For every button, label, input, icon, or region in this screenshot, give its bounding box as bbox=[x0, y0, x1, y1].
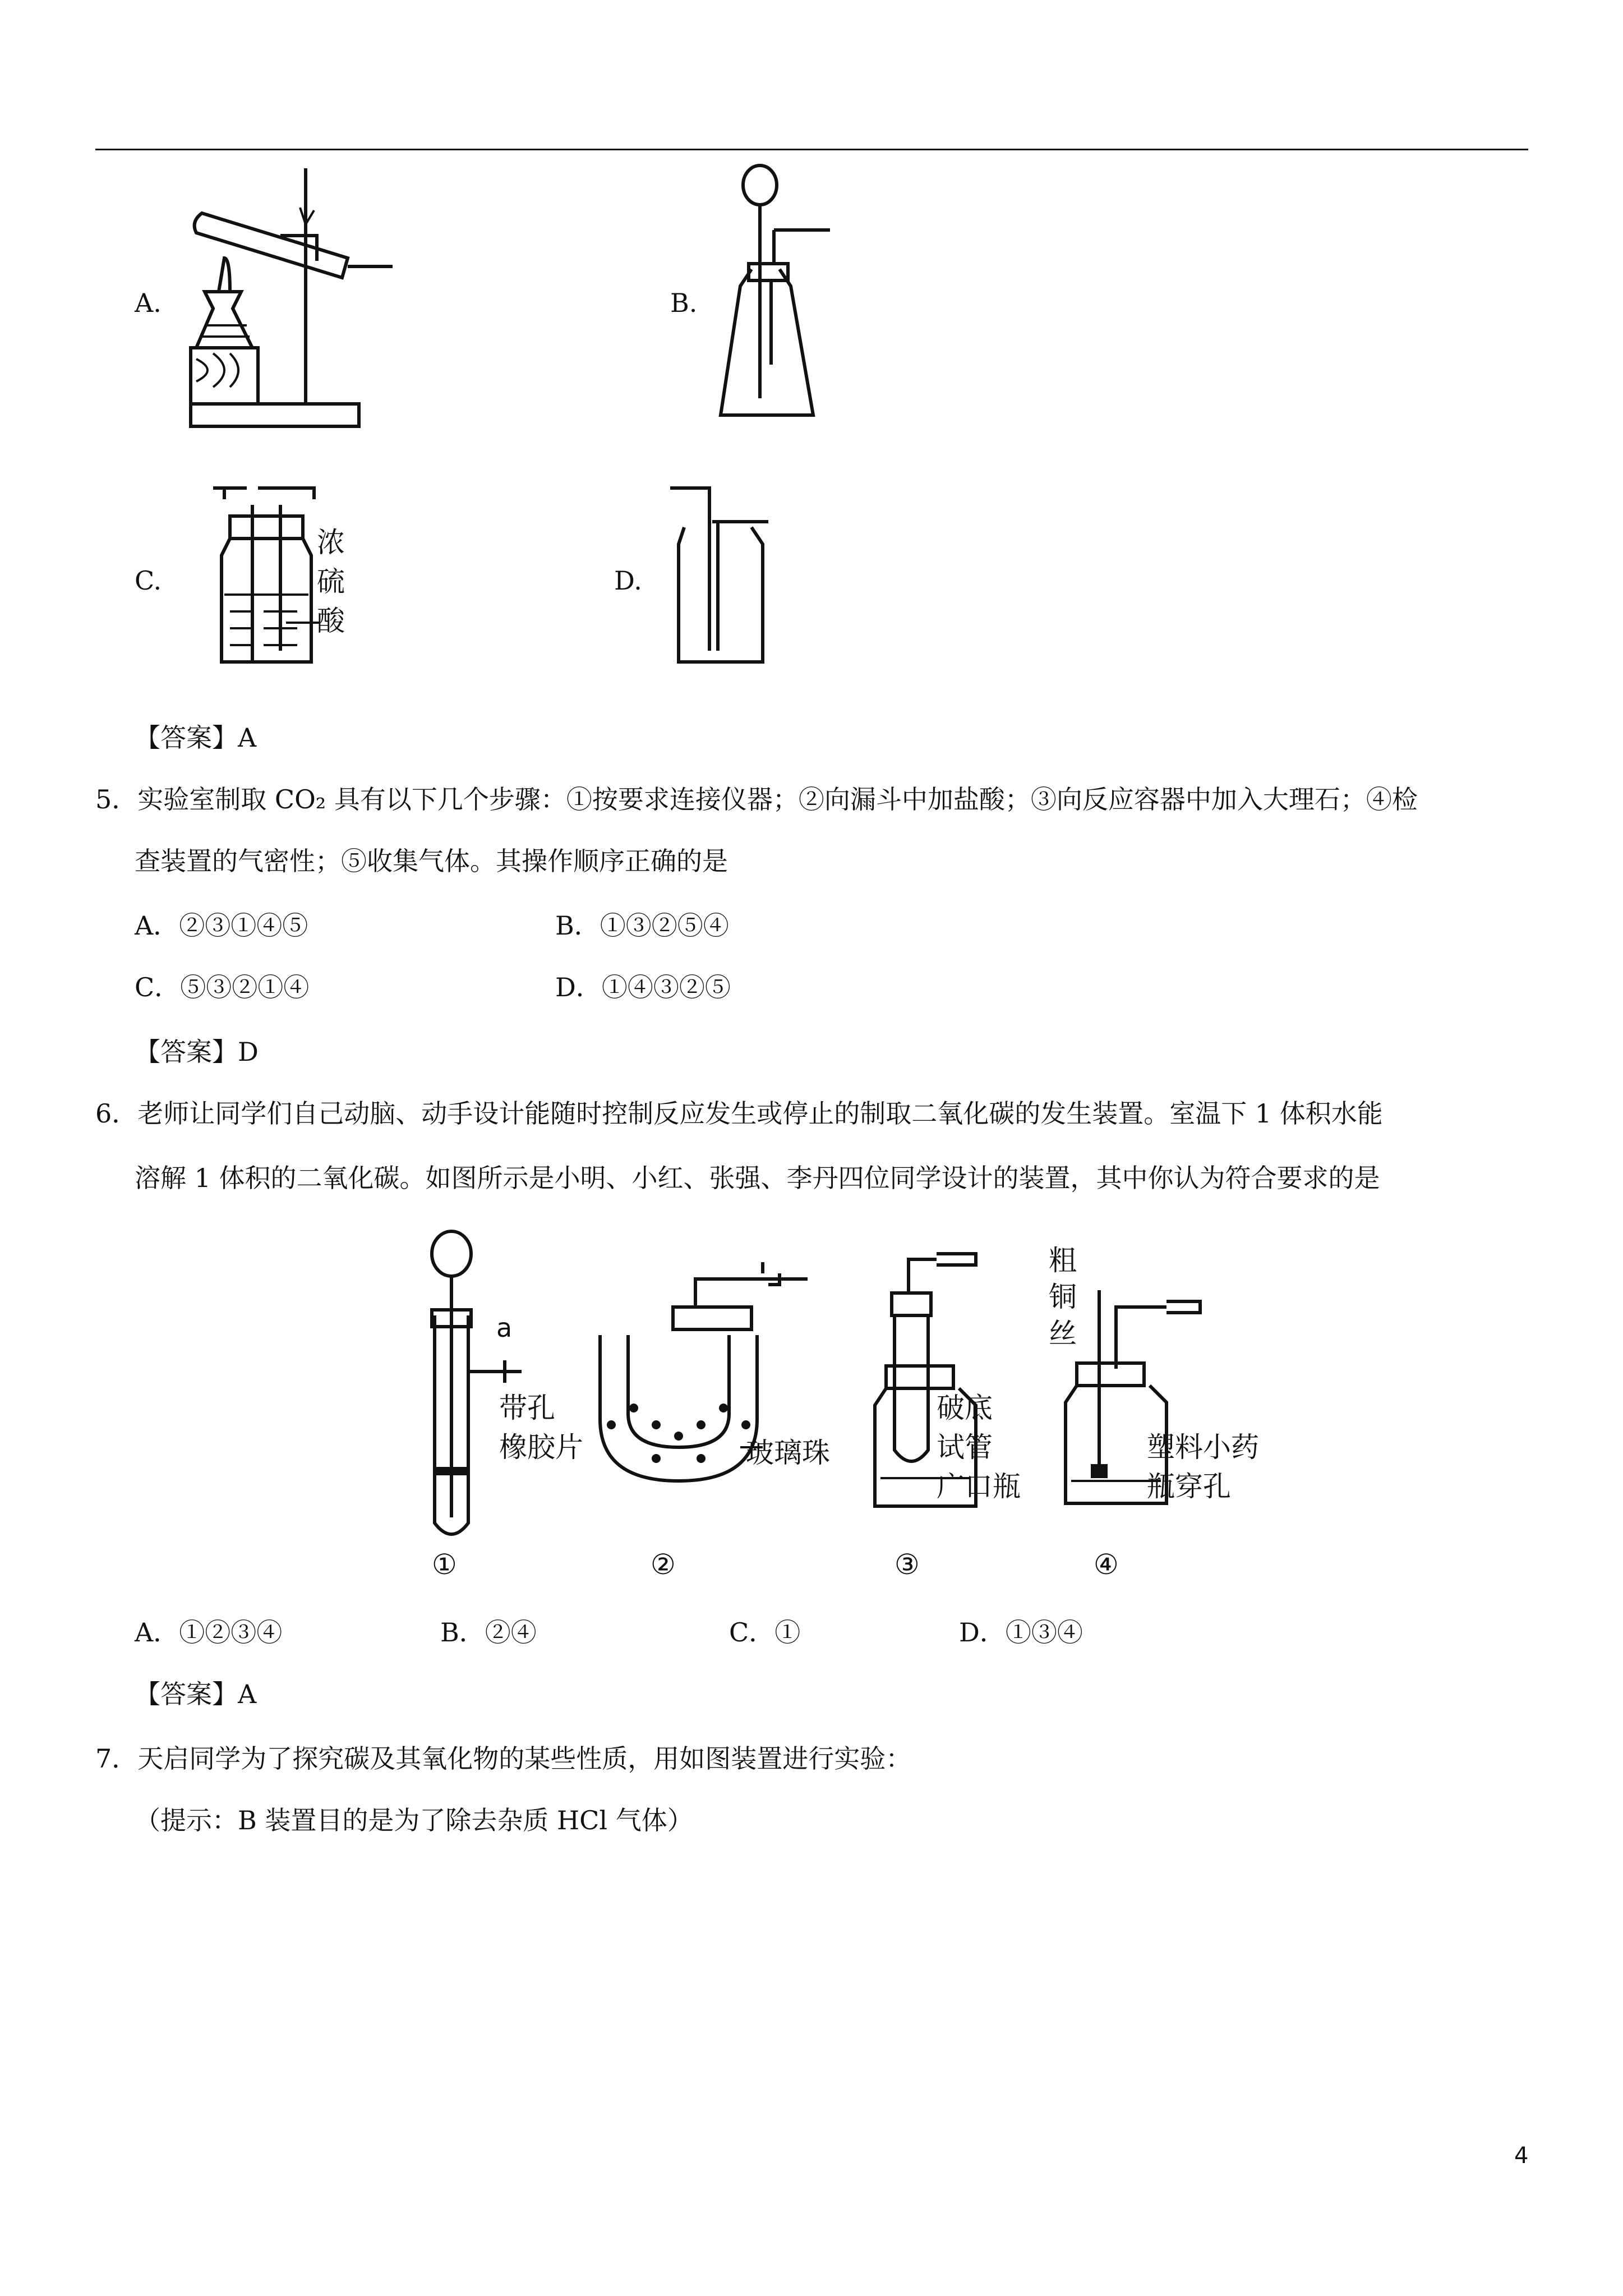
q4-option-c-label: C. bbox=[135, 565, 162, 596]
q5-stem-line2: 查装置的气密性；⑤收集气体。其操作顺序正确的是 bbox=[135, 846, 728, 876]
device-4-wire-label-3: 丝 bbox=[1049, 1317, 1077, 1350]
q6-answer: 【答案】A bbox=[135, 1679, 257, 1709]
q7-stem-line2: （提示：B 装置目的是为了除去杂质 HCl 气体） bbox=[135, 1805, 693, 1835]
q6-stem-line1: 6．老师让同学们自己动脑、动手设计能随时控制反应发生或停止的制取二氧化碳的发生装置。室温下 1 体积水能 bbox=[95, 1098, 1383, 1129]
apparatus-c-wash-bottle bbox=[213, 482, 404, 668]
page-number: 4 bbox=[1514, 2143, 1529, 2169]
q6-option-d: D．①③④ bbox=[959, 1617, 1083, 1648]
q5-option-b: B．①③②⑤④ bbox=[555, 910, 729, 941]
q4-answer: 【答案】A bbox=[135, 723, 257, 753]
apparatus-d-collecting-bottle bbox=[662, 482, 808, 668]
apparatus-a-heating-tube bbox=[179, 163, 404, 438]
c-label-3: 酸 bbox=[317, 605, 345, 637]
device-3-label-line1: 破底 bbox=[937, 1392, 993, 1424]
q5-option-d: D．①④③②⑤ bbox=[555, 972, 731, 1002]
q4-option-b-label: B. bbox=[670, 288, 698, 318]
c-label-2: 硫 bbox=[317, 565, 345, 598]
q5-stem-line1: 5．实验室制取 CO₂ 具有以下几个步骤：①按要求连接仪器；②向漏斗中加盐酸；③向反应容器中加入大理石；④检 bbox=[95, 784, 1418, 815]
c-label-1: 浓 bbox=[317, 526, 345, 559]
device-4-label-line1: 塑料小药 bbox=[1147, 1431, 1259, 1464]
device-2-number: ② bbox=[651, 1548, 676, 1581]
q6-option-c: C．① bbox=[729, 1617, 801, 1648]
device-3-label-line3: 广口瓶 bbox=[937, 1470, 1021, 1503]
apparatus-b-flask-funnel bbox=[718, 163, 864, 426]
q5-answer: 【答案】D bbox=[135, 1037, 259, 1067]
q5-option-c: C．⑤③②①④ bbox=[135, 972, 310, 1002]
device-1-number: ① bbox=[432, 1548, 457, 1581]
device-4-wire-label-2: 铜 bbox=[1049, 1281, 1077, 1313]
q6-stem-line2: 溶解 1 体积的二氧化碳。如图所示是小明、小红、张强、李丹四位同学设计的装置，其中你认为符合要求的是 bbox=[135, 1163, 1380, 1193]
device-3-number: ③ bbox=[895, 1548, 920, 1581]
q6-option-b: B．②④ bbox=[440, 1617, 537, 1648]
q5-option-a: A．②③①④⑤ bbox=[135, 910, 308, 941]
device-3-label-line2: 试管 bbox=[937, 1431, 993, 1464]
q7-stem-line1: 7．天启同学为了探究碳及其氧化物的某些性质，用如图装置进行实验： bbox=[95, 1743, 912, 1774]
device-1-label-line1: 带孔 bbox=[499, 1392, 555, 1424]
device-1-label-line2: 橡胶片 bbox=[499, 1431, 583, 1464]
header-rule bbox=[95, 149, 1528, 150]
device-2-label: 玻璃珠 bbox=[746, 1437, 830, 1469]
device-4-number: ④ bbox=[1094, 1548, 1119, 1581]
q6-option-a: A．①②③④ bbox=[135, 1617, 283, 1648]
q4-option-a-label: A. bbox=[135, 288, 162, 318]
device-1-a-label: a bbox=[496, 1313, 513, 1343]
q4-option-d-label: D. bbox=[614, 565, 642, 596]
device-4-wire-label-1: 粗 bbox=[1049, 1244, 1077, 1277]
device-4-label-line2: 瓶穿孔 bbox=[1147, 1470, 1231, 1503]
